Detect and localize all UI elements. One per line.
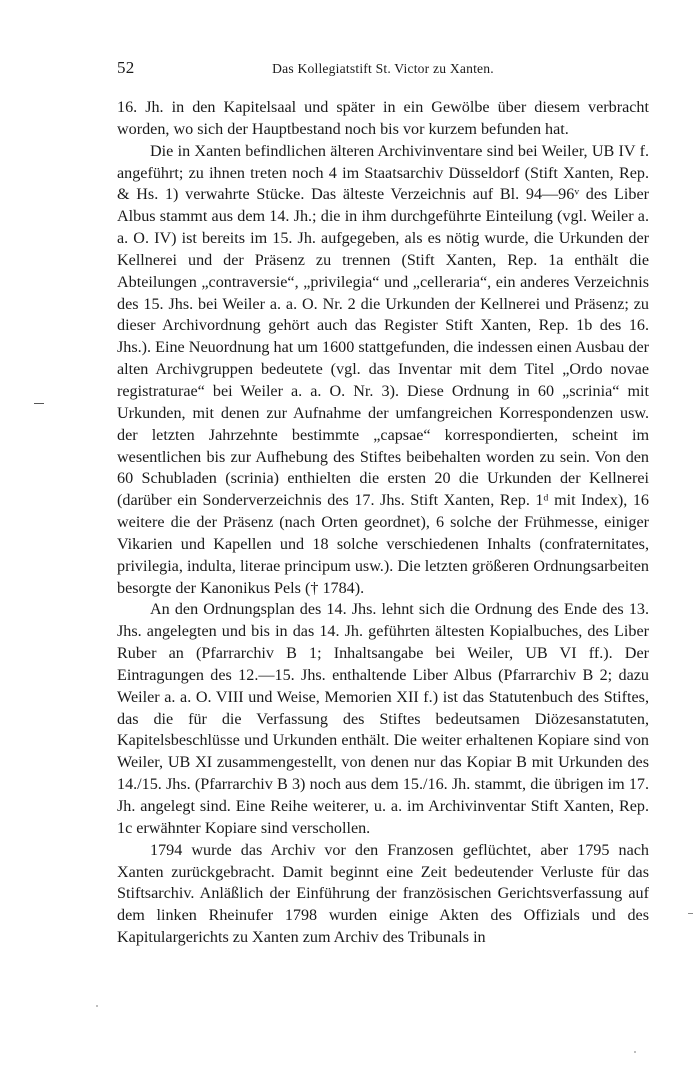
running-title: Das Kollegiatstift St. Victor zu Xanten.: [272, 61, 494, 76]
page-header: [117, 58, 649, 82]
body-text: [117, 97, 649, 949]
paragraph-archive-inventories: Die in Xanten befindlichen älteren Archivinventare sind bei Weiler, UB IV f. angeführt; zu ihnen treten noch 4 im Staatsarchiv Düsseldorf (Stift Xanten, Rep. & Hs. 1) verwahrte Stücke. Das älteste Verzeichnis auf Bl. 94—96ᵛ des Liber Albus stammt aus dem 14. Jh.; die in ihm durchgeführte Einteilung (vgl. Weiler a. a. O. IV) ist bereits im 15. Jh. aufgegeben, als es nötig wurde, die Urkunden der Kellnerei und der Präsenz zu trennen (Stift Xanten, Rep. 1a enthält die Abteilungen „contraversie“, „privilegia“ und „celleraria“, ein anderes Verzeichnis des 15. Jhs. bei Weiler a. a. O. Nr. 2 die Urkunden der Kellnerei und Präsenz; zu dieser Archivordnung gehört auch das Register Stift Xanten, Rep. 1b des 16. Jhs.). Eine Neuordnung hat um 1600 stattgefunden, die indessen einen Ausbau der alten Archivgruppen bedeutete (vgl. das Inventar mit dem Titel „Ordo novae registraturae“ bei Weiler a. a. O. Nr. 3). Diese Ordnung in 60 „scrinia“ mit Urkunden, mit denen zur Aufnahme der umfangreichen Korrespondenzen usw. der letzten Jahrzehnte bestimmte „capsae“ korrespondierten, scheint im wesentlichen bis zur Aufhebung des Stiftes beibehalten worden zu sein. Von den 60 Schubladen (scrinia) enthielten die ersten 20 die Urkunden der Kellnerei (darüber ein Sonderverzeichnis des 17. Jhs. Stift Xanten, Rep. 1ᵈ mit Index), 16 weitere die der Präsenz (nach Orten geordnet), 6 solche der Frühmesse, einiger Vikarien und Kapellen und 18 solche verschiedenen Inhalts (confraternitates, privilegia, indulta, literae principum usw.). Die letzten größeren Ordnungsarbeiten besorgte der Kanonikus Pels († 1784).: [117, 142, 649, 597]
paragraph-archive-losses: 1794 wurde das Archiv vor den Franzosen geflüchtet, aber 1795 nach Xanten zurückgebracht. Damit beginnt eine Zeit bedeutender Verluste für das Stiftsarchiv. Anläßlich der Einführung der französischen Gerichtsverfassung auf dem linken Rheinufer 1798 wurden einige Akten des Offizials und des Kapitulargerichts zu Xanten zum Archiv des Tribunals in: [117, 841, 649, 947]
page-number: 52: [117, 58, 135, 77]
margin-dash-mark: [34, 403, 44, 404]
scan-speck: [634, 1051, 636, 1053]
paragraph-continuation: 16. Jh. in den Kapitelsaal und später in ein Gewölbe über diesem verbracht worden, wo sich der Hauptbestand noch bis vor kurzem befunden hat.: [117, 99, 649, 138]
scan-speck: [96, 1005, 98, 1007]
edge-tick-mark: [688, 913, 693, 914]
paragraph-copy-books: An den Ordnungsplan des 14. Jhs. lehnt sich die Ordnung des Ende des 13. Jhs. angelegten und bis in das 14. Jh. geführten ältesten Kopialbuches, des Liber Ruber an (Pfarrarchiv B 1; Inhaltsangabe bei Weiler, UB VI ff.). Der Eintragungen des 12.—15. Jhs. enthaltende Liber Albus (Pfarrarchiv B 2; dazu Weiler a. a. O. VIII und Weise, Memorien XII f.) ist das Statutenbuch des Stiftes, das die für die Verfassung des Stiftes bedeutsamen Diözesanstatuten, Kapitelsbeschlüsse und Urkunden enthält. Die weiter erhaltenen Kopiare sind von Weiler, UB XI zusammengestellt, von denen nur das Kopiar B mit Urkunden des 14./15. Jhs. (Pfarrarchiv B 3) noch aus dem 15./16. Jh. stammt, die übrigen im 17. Jh. angelegt sind. Eine Reihe weiterer, u. a. im Archivinventar Stift Xanten, Rep. 1c erwähnter Kopiare sind verschollen.: [117, 601, 649, 837]
